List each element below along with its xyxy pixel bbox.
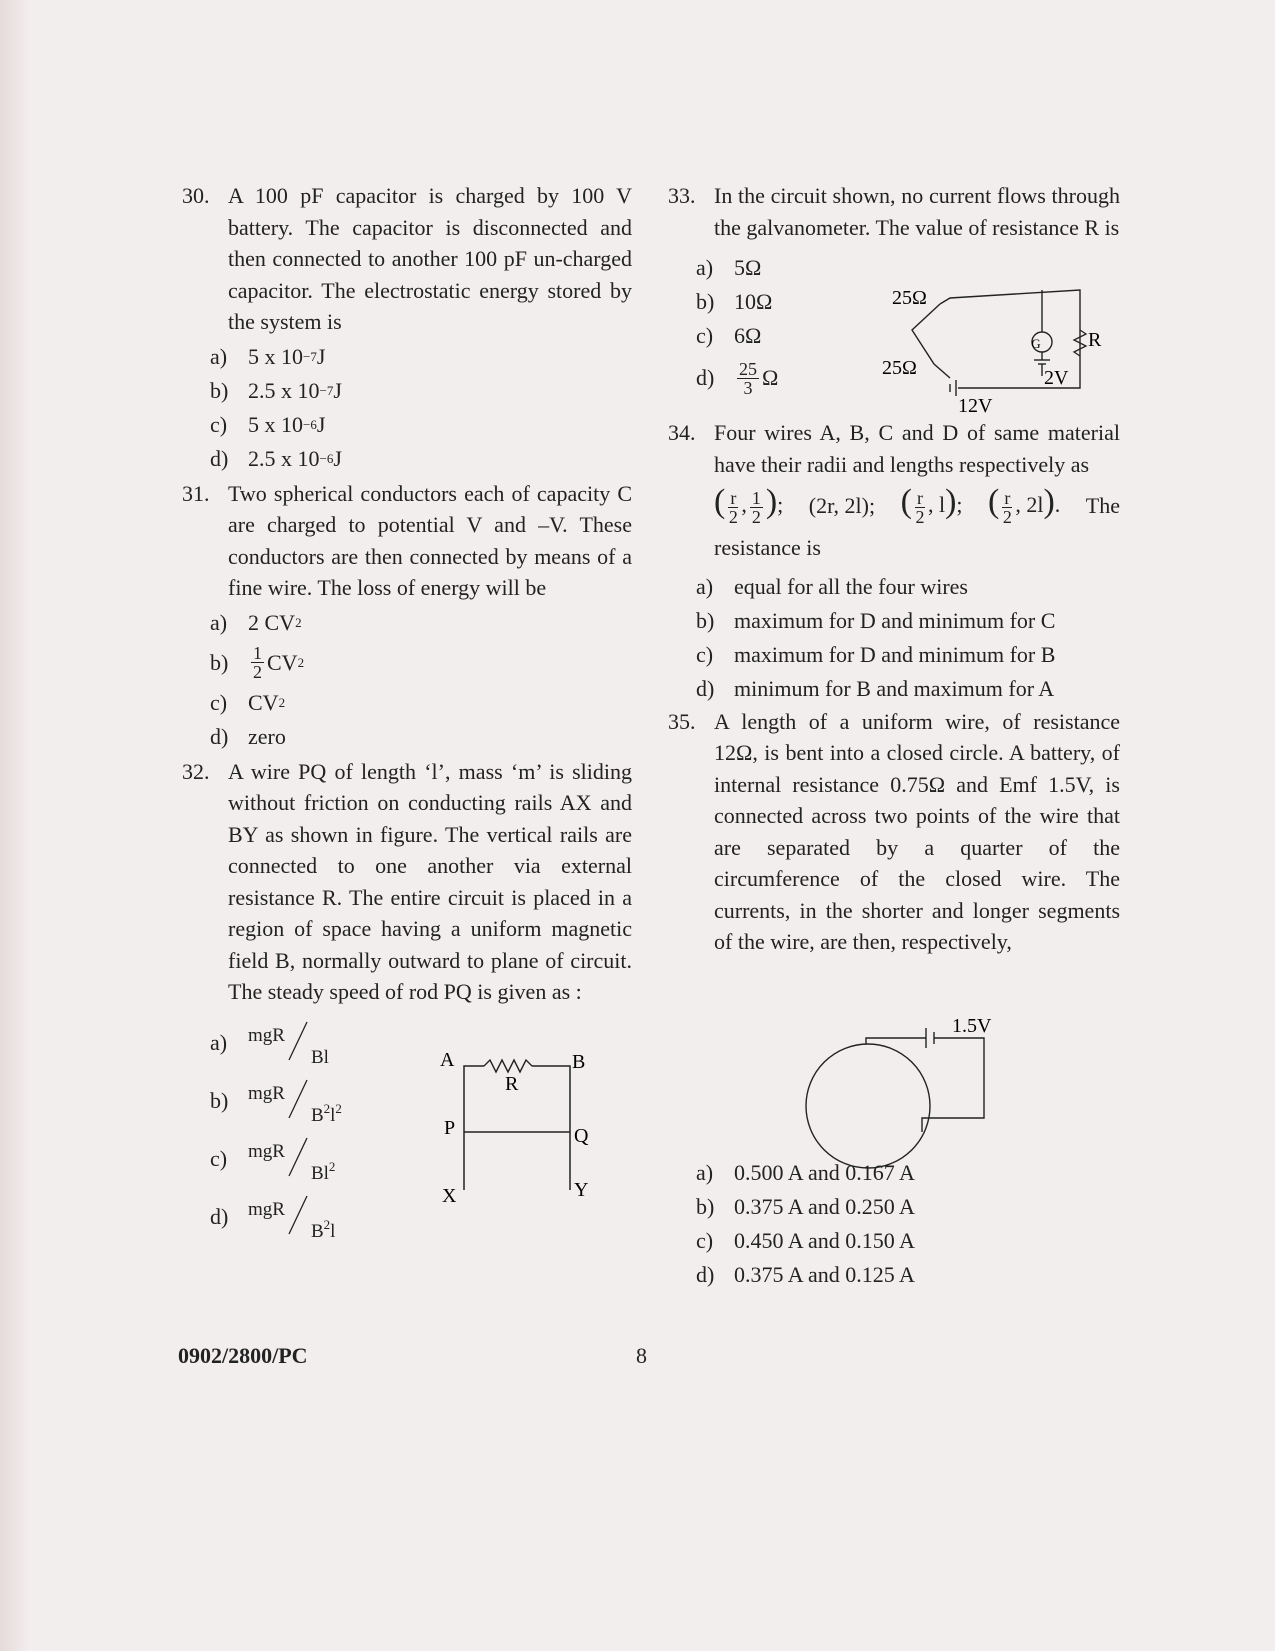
- label-1-5v: 1.5V: [952, 1015, 992, 1037]
- exponent: 2: [323, 1100, 331, 1116]
- option-label: d): [210, 723, 229, 749]
- denominator-text: Bl: [310, 1046, 329, 1068]
- question-text: Four wires A, B, C and D of same material have their radii and lengths respectively as: [714, 420, 1120, 477]
- numerator: mgR: [248, 1198, 285, 1220]
- question-33: [668, 180, 1120, 243]
- label-x: X: [442, 1185, 457, 1207]
- option-label: c): [210, 689, 228, 715]
- option-b[interactable]: b) 2.5 x 10 −7 J: [182, 374, 632, 408]
- resistor-zigzag: [484, 1060, 532, 1072]
- denominator-text: B: [310, 1220, 324, 1242]
- question-number: 33.: [668, 183, 696, 208]
- option-d[interactable]: [668, 1258, 1120, 1292]
- option-c[interactable]: [668, 1224, 1120, 1258]
- fraction: [251, 644, 264, 681]
- denominator: 2: [728, 506, 738, 527]
- numerator: mgR: [248, 1082, 285, 1104]
- option-a[interactable]: [668, 570, 1120, 604]
- slash-line: [285, 1192, 311, 1238]
- denominator-text: B: [310, 1104, 324, 1126]
- numerator: mgR: [248, 1140, 285, 1162]
- pair-d: ( $\frac{r}{2}$ , 2l).: [988, 483, 1061, 527]
- option-label: d): [696, 365, 715, 391]
- expression-tail: The: [1085, 493, 1120, 519]
- unit: J: [333, 445, 342, 471]
- pair-c: ( $\frac{r}{2}$ , l);: [900, 483, 963, 527]
- fraction: [728, 489, 738, 526]
- denominator: 2: [915, 506, 925, 527]
- option-value: 0.450 A and 0.150 A: [734, 1227, 915, 1253]
- option-c[interactable]: c) CV 2: [182, 686, 632, 720]
- question-34: [668, 417, 1120, 532]
- denominator: 3: [743, 377, 753, 398]
- denominator-text: l: [330, 1104, 336, 1126]
- option-value: minimum for B and maximum for A: [734, 675, 1055, 701]
- option-value: maximum for D and minimum for B: [734, 641, 1056, 667]
- unit: J: [316, 343, 326, 369]
- option-c[interactable]: [668, 638, 1120, 672]
- slash-fraction: [248, 1076, 342, 1126]
- fraction: [750, 489, 763, 526]
- wire-dimensions-expression: [714, 480, 1120, 532]
- option-value: CV: [267, 649, 298, 675]
- label-2v: 2V: [1044, 367, 1069, 389]
- galvanometer-circuit-figure: [870, 280, 1110, 425]
- option-value: 6Ω: [734, 323, 762, 349]
- denominator-text: Bl: [310, 1162, 329, 1184]
- option-value: 0.375 A and 0.125 A: [734, 1261, 915, 1287]
- option-label: c): [696, 1227, 714, 1253]
- question-number: 30.: [182, 183, 210, 208]
- q31-options: [182, 606, 632, 754]
- label-25-ohm-left: 25Ω: [882, 357, 917, 379]
- option-label: a): [210, 343, 228, 369]
- question-number: 35.: [668, 708, 696, 734]
- slash-line: [285, 1018, 311, 1064]
- exponent: 2: [335, 1100, 342, 1116]
- option-label: b): [210, 1087, 229, 1113]
- numerator: r: [730, 487, 737, 508]
- option-value: 10Ω: [734, 289, 773, 315]
- option-label: c): [210, 1145, 228, 1171]
- option-label: a): [210, 1029, 228, 1055]
- option-d[interactable]: d) 2.5 x 10 −6 J: [182, 442, 632, 476]
- length: l: [938, 492, 946, 518]
- option-label: c): [696, 323, 714, 349]
- slash-fraction: [248, 1134, 335, 1184]
- option-value: 5Ω: [734, 255, 762, 281]
- option-value: zero: [248, 723, 286, 749]
- unit: J: [316, 411, 326, 437]
- slash-fraction: [248, 1018, 329, 1068]
- option-label: b): [210, 649, 229, 675]
- option-a[interactable]: a) 2 CV 2: [182, 606, 632, 640]
- option-value: equal for all the four wires: [734, 573, 968, 599]
- numerator: 1: [253, 643, 262, 663]
- option-b[interactable]: [668, 1190, 1120, 1224]
- option-a[interactable]: a) 5 x 10 −7 J: [182, 340, 632, 374]
- option-label: d): [696, 1261, 715, 1287]
- option-label: d): [696, 675, 715, 701]
- question-number: 31.: [182, 480, 210, 506]
- option-value: 2.5 x 10: [248, 377, 320, 403]
- q30-options: [182, 340, 632, 476]
- slash-line: [285, 1076, 311, 1122]
- page-edge: [0, 0, 30, 1651]
- pair-b: (2r, 2l);: [808, 493, 876, 519]
- option-value: 0.500 A and 0.167 A: [734, 1159, 915, 1185]
- question-number: 32.: [182, 758, 210, 784]
- denominator: 2: [253, 662, 262, 682]
- option-label: a): [696, 255, 714, 281]
- option-value: 0.375 A and 0.250 A: [734, 1193, 915, 1219]
- question-32: [182, 756, 632, 1008]
- denominator: 2: [1002, 506, 1012, 527]
- option-b[interactable]: b) $\frac{1}{2}$ CV 2: [210, 643, 305, 682]
- option-value: 5 x 10: [248, 411, 303, 437]
- option-label: b): [696, 289, 715, 315]
- option-label: d): [210, 1203, 229, 1229]
- pair-a: ( $\frac{r}{2}$ , $\frac{1}{2}$ );: [714, 483, 784, 527]
- option-label: b): [696, 1193, 715, 1219]
- option-value: CV: [248, 689, 279, 715]
- option-label: b): [210, 377, 229, 403]
- option-label: a): [696, 1159, 714, 1185]
- rails-circuit-figure: [430, 1040, 610, 1215]
- question-text: A wire PQ of length ‘l’, mass ‘m’ is sliding without friction on conducting rails AX and BY as shown in figure. The vertical rails are connected to one another via external resistance R. The entire circuit is placed in a region of space having a uniform magnetic field B, normally outward to plane of circuit. The steady speed of rod PQ is given as :: [228, 758, 632, 1004]
- exponent: 2: [323, 1216, 331, 1232]
- fraction: [915, 489, 925, 526]
- question-30: [182, 180, 632, 338]
- option-label: a): [210, 609, 228, 635]
- denominator-text: l: [330, 1220, 336, 1242]
- option-value: 2.5 x 10: [248, 445, 320, 471]
- question-31: [182, 478, 632, 604]
- numerator: r: [1004, 487, 1011, 508]
- slash-line: [285, 1134, 311, 1180]
- numerator: 1: [751, 487, 761, 508]
- option-d[interactable]: [668, 672, 1120, 706]
- galvanometer-label: G: [1031, 336, 1041, 351]
- option-value: 2 CV: [248, 609, 296, 635]
- option-c[interactable]: c) 5 x 10 −6 J: [182, 408, 632, 442]
- question-text: A 100 pF capacitor is charged by 100 V battery. The capacitor is disconnected and then connected to another 100 pF un-charged capacitor. The electrostatic energy stored by the system is: [228, 183, 632, 334]
- fraction: [1002, 489, 1012, 526]
- denominator: 2: [751, 506, 761, 527]
- denominator: [311, 1076, 342, 1132]
- circular-wire-figure: [800, 1012, 1000, 1187]
- label-y: Y: [574, 1179, 589, 1201]
- wire-circle: [806, 1044, 930, 1168]
- denominator: [311, 1134, 335, 1190]
- label-12v: 12V: [958, 395, 993, 417]
- question-number: 34.: [668, 420, 696, 445]
- slash-fraction: [248, 1192, 335, 1242]
- question-text: A length of a uniform wire, of resistance 12Ω, is bent into a closed circle. A battery, of internal resistance 0.75Ω and Emf 1.5V, is connected across two points of the wire that are separated by a quarter of the circumference of the closed wire. The currents, in the shorter and longer segments of the wire, are then, respectively,: [714, 708, 1120, 954]
- option-value: 5 x 10: [248, 343, 303, 369]
- option-label: a): [696, 573, 714, 599]
- page-number: 8: [636, 1343, 647, 1368]
- label-25-ohm-top: 25Ω: [892, 287, 927, 309]
- length: 2l: [1026, 492, 1044, 518]
- unit: J: [333, 377, 342, 403]
- fraction: [737, 360, 759, 397]
- q34-options: [668, 570, 1120, 706]
- numerator: 25: [739, 358, 757, 379]
- question-35: [668, 706, 1120, 958]
- denominator: [311, 1192, 335, 1248]
- option-label: d): [210, 445, 229, 471]
- option-value: maximum for D and minimum for C: [734, 607, 1056, 633]
- denominator: [311, 1018, 329, 1074]
- numerator: mgR: [248, 1024, 285, 1046]
- label-b: B: [572, 1051, 586, 1073]
- option-value: Ω: [762, 365, 779, 391]
- label-q: Q: [574, 1125, 589, 1147]
- option-label: c): [696, 641, 714, 667]
- question-text-continued: resistance is: [714, 535, 821, 560]
- question-text: In the circuit shown, no current flows through the galvanometer. The value of resistance R is: [714, 183, 1120, 240]
- label-a: A: [440, 1049, 455, 1071]
- exponent: 2: [328, 1158, 336, 1174]
- paper-code: 0902/2800/PC: [178, 1343, 308, 1368]
- option-d[interactable]: [182, 720, 632, 754]
- option-b[interactable]: [668, 604, 1120, 638]
- question-text: Two spherical conductors each of capacity C are charged to potential V and –V. These conductors are then connected by means of a fine wire. The loss of energy will be: [228, 480, 632, 600]
- numerator: r: [916, 487, 923, 508]
- option-label: c): [210, 411, 228, 437]
- option-label: b): [696, 607, 715, 633]
- label-r: R: [505, 1073, 519, 1095]
- label-p: P: [444, 1117, 456, 1139]
- label-r: R: [1088, 329, 1102, 351]
